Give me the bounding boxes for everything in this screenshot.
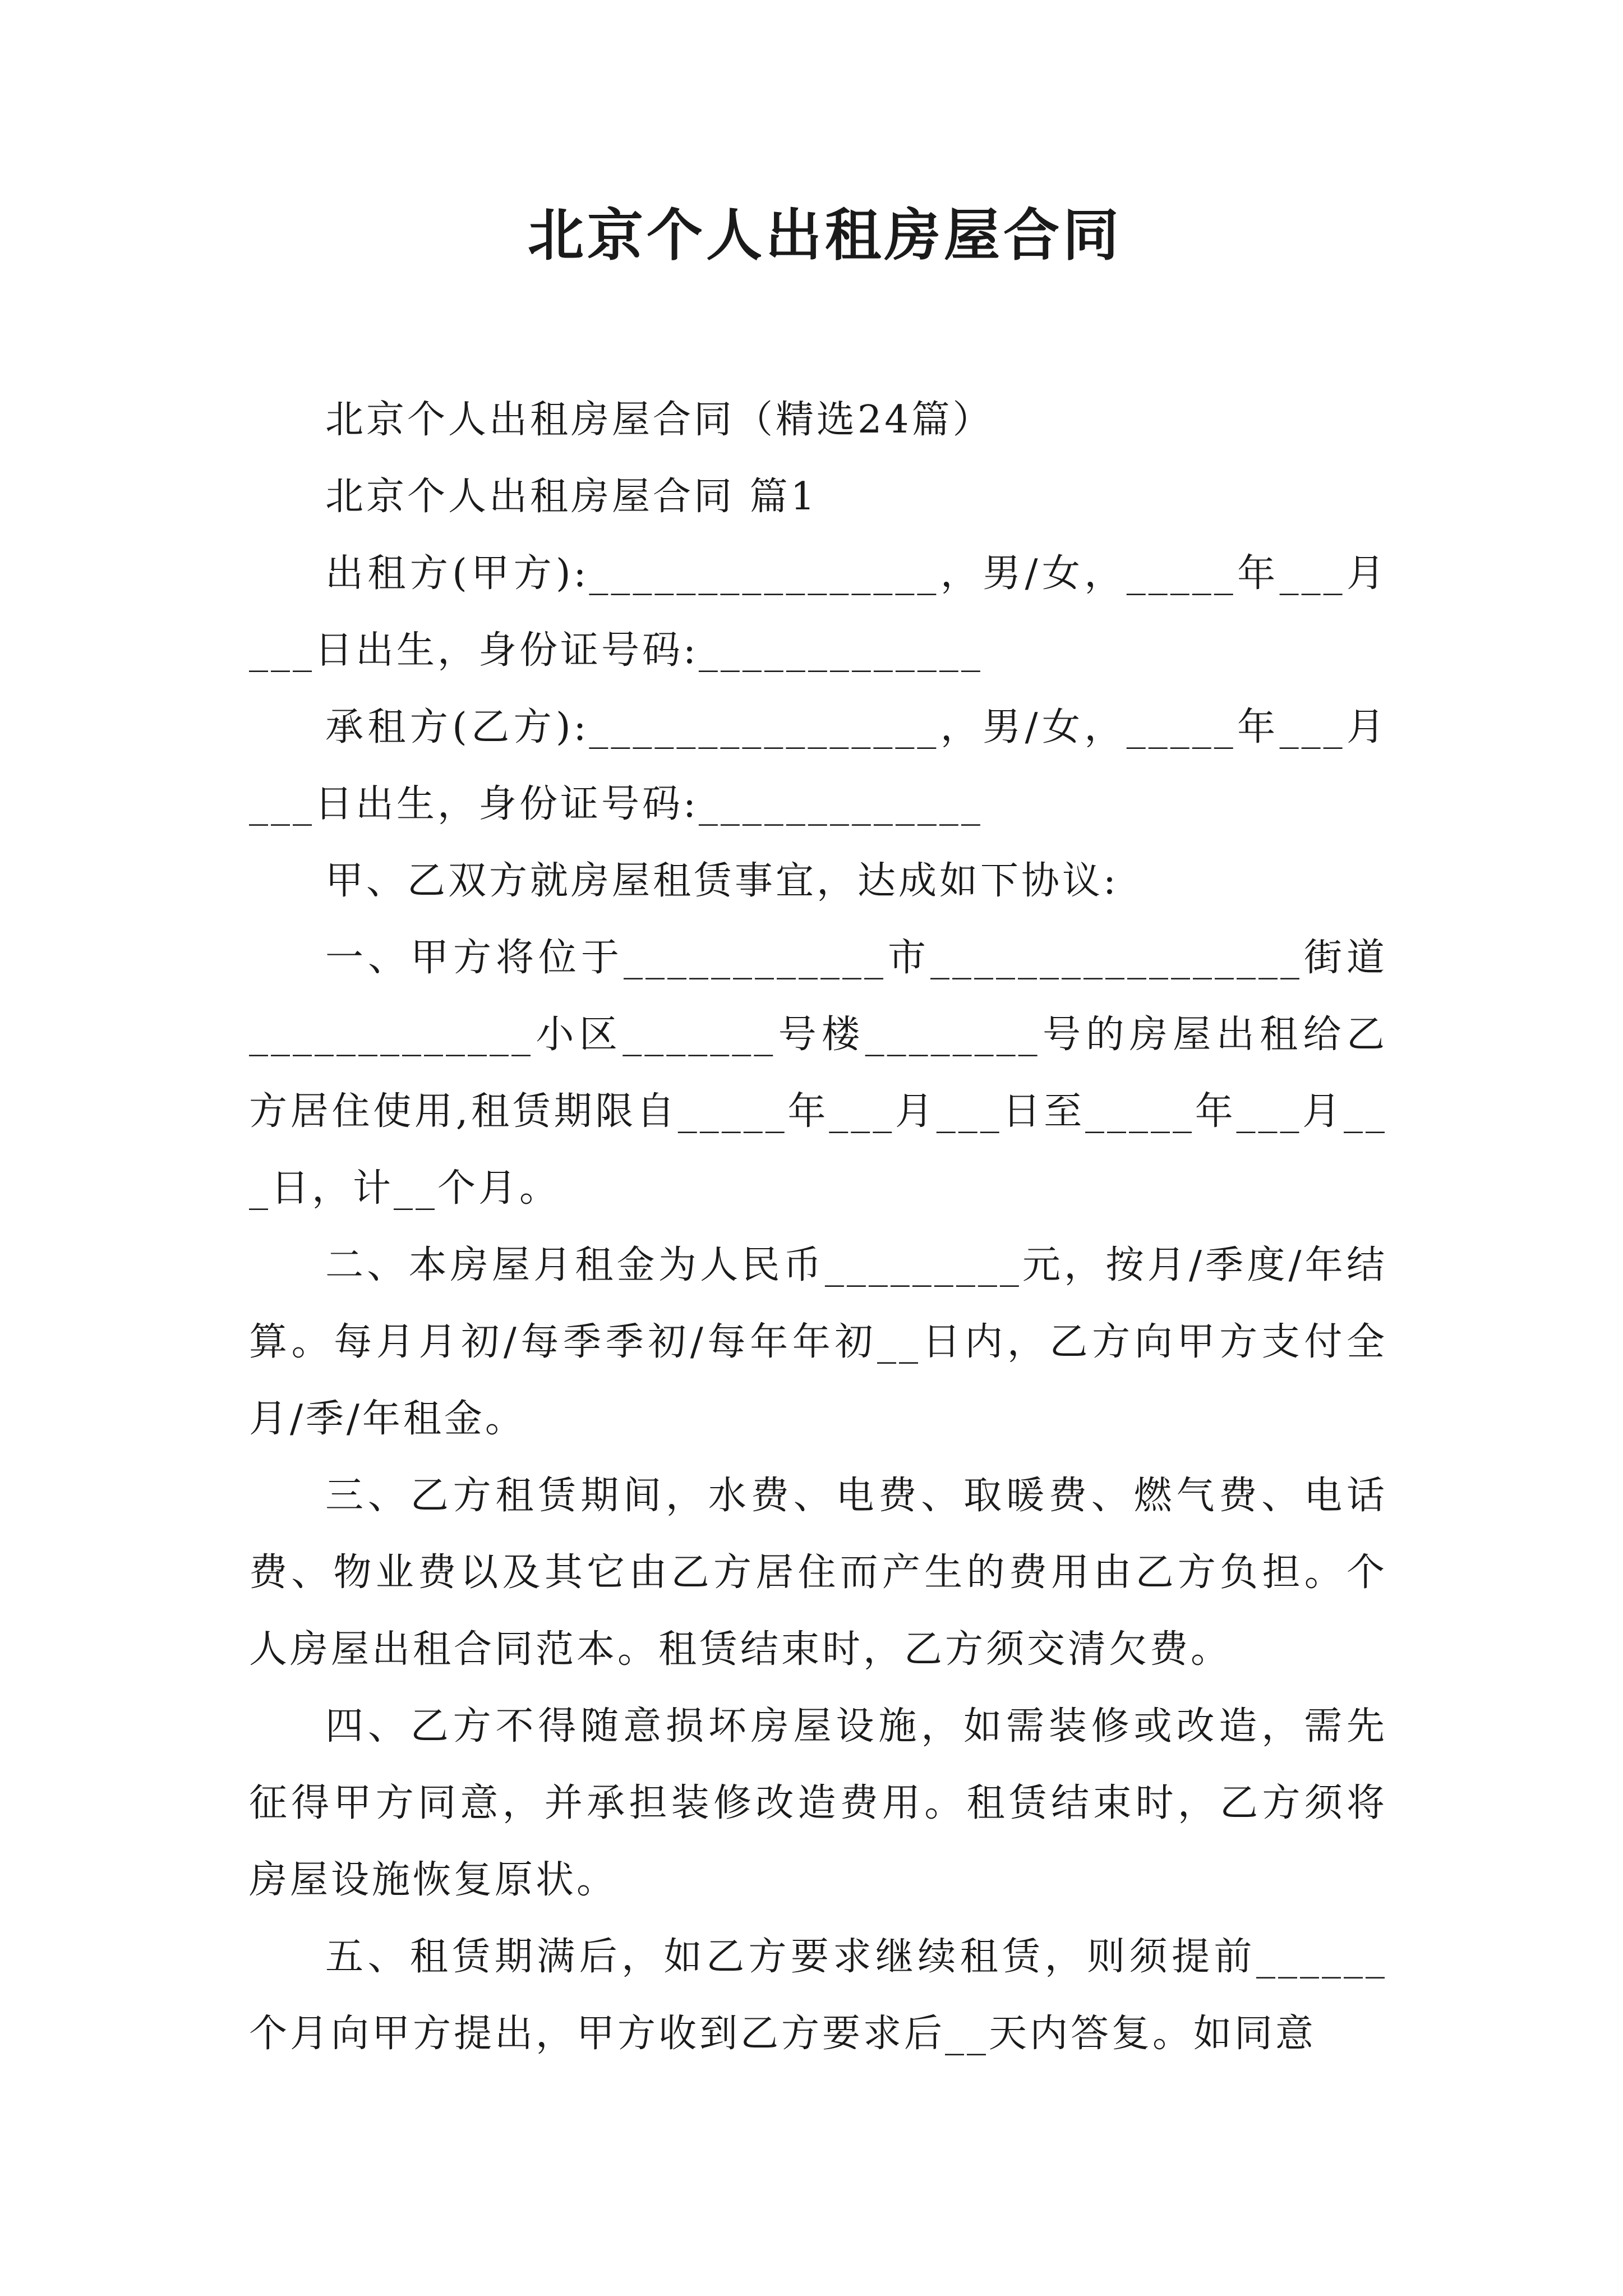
- paragraph-clause-5: 五、租赁期满后，如乙方要求继续租赁，则须提前______个月向甲方提出，甲方收到乙方要求后__天内答复。如同意: [249, 1935, 1387, 2056]
- paragraph-lessee: 承租方(乙方):________________，男/女，_____年___月___日出生，身份证号码:_____________: [249, 705, 1387, 826]
- paragraph-clause-1: 一、甲方将位于____________市_________________街道_____________小区_______号楼________号的房屋出租给乙方居住使用,租赁期限自_____年___月___日至_____年___月___日，计__个月。: [249, 936, 1387, 1211]
- document-body: [249, 381, 1387, 2072]
- paragraph-clause-4: 四、乙方不得随意损坏房屋设施，如需装修或改造，需先征得甲方同意，并承担装修改造费用。租赁结束时，乙方须将房屋设施恢复原状。: [249, 1704, 1387, 1902]
- paragraph-clause-3: 三、乙方租赁期间，水费、电费、取暖费、燃气费、电话费、物业费以及其它由乙方居住而产生的费用由乙方负担。个人房屋出租合同范本。租赁结束时，乙方须交清欠费。: [249, 1474, 1387, 1672]
- paragraph-agreement-intro: 甲、乙双方就房屋租赁事宜，达成如下协议:: [325, 859, 1119, 903]
- paragraph-clause-2: 二、本房屋月租金为人民币_________元，按月/季度/年结算。每月月初/每季季初/每年年初__日内，乙方向甲方支付全月/季/年租金。: [249, 1243, 1387, 1441]
- paragraph-lessor: 出租方(甲方):________________，男/女，_____年___月___日出生，身份证号码:_____________: [249, 551, 1387, 673]
- paragraph-heading-part-1: 北京个人出租房屋合同 篇1: [325, 475, 818, 519]
- document-title: 北京个人出租房屋合同: [528, 203, 1122, 268]
- paragraph-heading-collection: 北京个人出租房屋合同（精选24篇）: [325, 398, 994, 442]
